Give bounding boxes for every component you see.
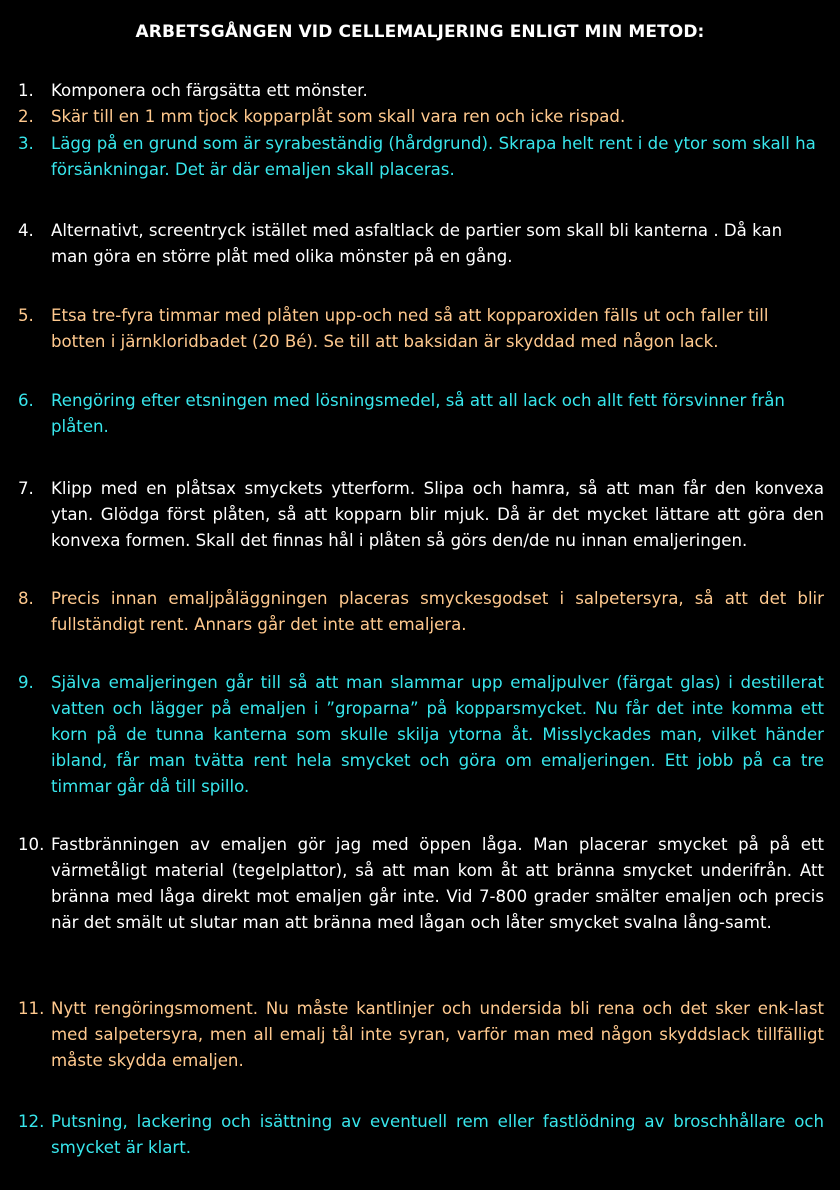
step-text: Nytt rengöringsmoment. Nu måste kantlinjer och undersida bli rena och det sker enk-last med salpetersyra, men all emalj tål inte syran, varför man med någon skyddslack tillfälligt måste skydda emaljen. [51, 999, 824, 1070]
step-number: 8. [18, 589, 34, 608]
list-item-step-8 [18, 586, 824, 638]
step-text: Putsning, lackering och isättning av eventuell rem eller fastlödning av broschhållare och smycket är klart. [51, 1112, 824, 1157]
step-number: 1. [18, 81, 34, 100]
list-item-step-2 [18, 104, 824, 130]
step-text: Lägg på en grund som är syrabeständig (hårdgrund). Skrapa helt rent i de ytor som skall ha försänkningar. Det är där emaljen skall placeras. [51, 134, 816, 179]
step-number: 6. [18, 391, 34, 410]
list-item-step-10 [18, 832, 824, 936]
step-text: Rengöring efter etsningen med lösningsmedel, så att all lack och allt fett försvinner från plåten. [51, 391, 785, 436]
step-text: Alternativt, screentryck istället med asfaltlack de partier som skall bli kanterna . Då kan man göra en större plåt med olika mönster på en gång. [51, 221, 783, 266]
list-item-step-1 [18, 78, 824, 104]
step-text: Skär till en 1 mm tjock kopparplåt som skall vara ren och icke rispad. [51, 107, 626, 126]
list-item-step-6 [18, 388, 824, 440]
list-item-step-5 [18, 303, 824, 355]
step-text: Fastbränningen av emaljen gör jag med öppen låga. Man placerar smycket på på ett värmetåligt material (tegelplattor), så att man kom åt att bränna smycket underifrån. Att bränna med låga direkt mot emaljen går inte. Vid 7-800 grader smälter emaljen och precis när det smält ut slutar man att bränna med lågan och låter smycket svalna lång-samt. [51, 835, 824, 932]
list-item-step-12 [18, 1109, 824, 1161]
step-text: Klipp med en plåtsax smyckets ytterform. Slipa och hamra, så att man får den konvexa ytan. Glödga först plåten, så att kopparn blir mjuk. Då är det mycket lättare att göra den konvexa formen. Skall det finnas hål i plåten så görs den/de nu innan emaljeringen. [51, 479, 824, 550]
step-text: Komponera och färgsätta ett mönster. [51, 81, 368, 100]
step-number: 7. [18, 479, 34, 498]
step-number: 11. [18, 999, 45, 1018]
step-number: 9. [18, 673, 34, 692]
step-number: 12. [18, 1112, 45, 1131]
step-text: Själva emaljeringen går till så att man slammar upp emaljpulver (färgat glas) i destillerat vatten och lägger på emaljen i ”groparna” på kopparsmycket. Nu får det inte komma ett korn på de tunna kanterna som skulle skilja ytorna åt. Misslyckades man, vilket händer ibland, får man tvätta rent hela smycket och göra om emaljeringen. Ett jobb på ca tre timmar går då till spillo. [51, 673, 824, 796]
list-item-step-7 [18, 476, 824, 554]
step-text: Etsa tre-fyra timmar med plåten upp-och ned så att kopparoxiden fälls ut och faller till botten i järnkloridbadet (20 Bé). Se till att baksidan är skyddad med någon lack. [51, 306, 769, 351]
step-number: 10. [18, 835, 45, 854]
list-item-step-11 [18, 996, 824, 1074]
list-item-step-3 [18, 131, 824, 183]
step-text: Precis innan emaljpåläggningen placeras smyckesgodset i salpetersyra, så att det blir fullständigt rent. Annars går det inte att emaljera. [51, 589, 824, 634]
step-number: 2. [18, 107, 34, 126]
page-title: ARBETSGÅNGEN VID CELLEMALJERING ENLIGT MIN METOD: [135, 22, 705, 42]
step-number: 4. [18, 221, 34, 240]
step-number: 5. [18, 306, 34, 325]
list-item-step-4 [18, 218, 824, 270]
list-item-step-9 [18, 670, 824, 800]
step-number: 3. [18, 134, 34, 153]
